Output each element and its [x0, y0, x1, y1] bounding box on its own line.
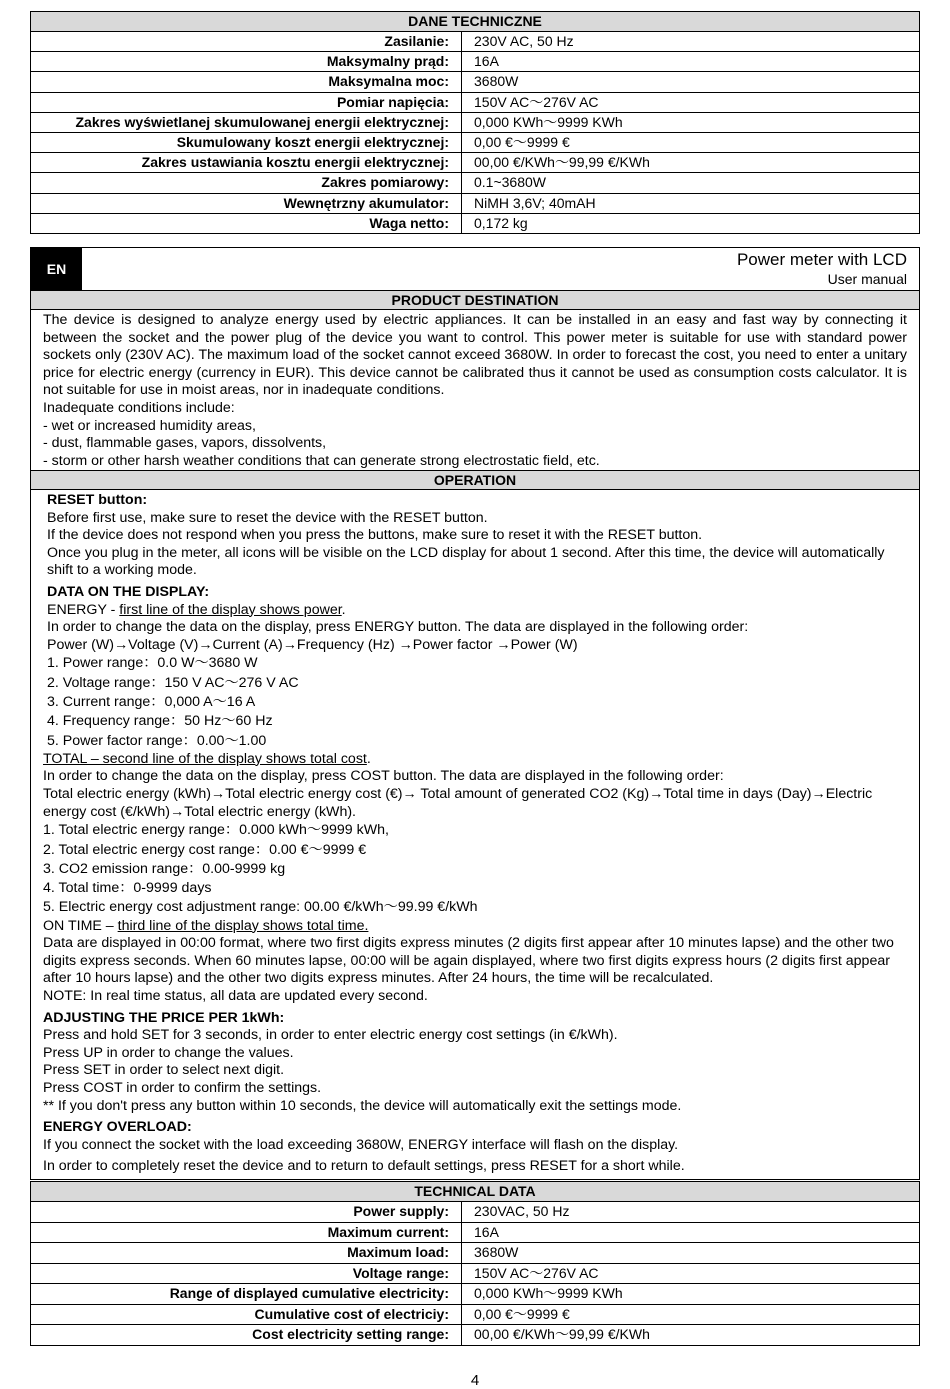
- row-label: Cumulative cost of electriciy:: [31, 1305, 462, 1325]
- section-header: [31, 248, 919, 291]
- table-row: [31, 52, 919, 72]
- overload-title: ENERGY OVERLOAD:: [43, 1119, 192, 1136]
- row-value: 16A: [474, 1223, 499, 1240]
- row-value: 0,000 KWh～9999 KWh: [474, 113, 623, 130]
- list-item: - dust, flammable gases, vapors, dissolvents,: [43, 435, 327, 452]
- table-row: [31, 173, 919, 193]
- total-line: [43, 751, 907, 769]
- list-item: - wet or increased humidity areas,: [43, 417, 256, 434]
- list-item: 5. Electric energy cost adjustment range: 00.00 €/kWh～99.99 €/kWh: [43, 899, 478, 916]
- list-item: - storm or other harsh weather conditions that can generate strong electrostatic field, etc.: [43, 452, 600, 469]
- row-label: Voltage range:: [31, 1264, 462, 1284]
- energy-suffix: .: [341, 601, 346, 618]
- row-label: Maximum current:: [31, 1223, 462, 1243]
- row-label: Skumulowany koszt energii elektrycznej:: [31, 133, 462, 152]
- row-label: Range of displayed cumulative electricity:: [31, 1284, 462, 1304]
- operation-body: [31, 490, 919, 1176]
- product-destination-header: PRODUCT DESTINATION: [31, 291, 919, 310]
- polish-technical-table: [30, 11, 920, 234]
- display-title: DATA ON THE DISPLAY:: [47, 583, 210, 600]
- table-row: [31, 214, 919, 233]
- total-underlined: TOTAL – second line of the display shows total cost: [43, 750, 367, 767]
- text-line: Before first use, make sure to reset the device with the RESET button.: [47, 509, 488, 526]
- row-value: NiMH 3,6V; 40mAH: [474, 194, 596, 211]
- list-item: 4. Frequency range：50 Hz～60 Hz: [47, 713, 273, 730]
- table-row: [31, 1223, 919, 1244]
- text-line: In order to completely reset the device and to return to default settings, press RESET for a short while.: [43, 1158, 685, 1175]
- energy-underlined: first line of the display shows power: [119, 601, 342, 618]
- table-row: [31, 1202, 919, 1223]
- text-line: ** If you don't press any button within 10 seconds, the device will automatically exit the settings mode.: [43, 1097, 682, 1114]
- row-label: Wewnętrzny akumulator:: [31, 194, 462, 213]
- table-row: [31, 133, 919, 153]
- destination-paragraph: The device is designed to analyze energy used by electric appliances. It can be installed in an easy and fast way by connecting it between the socket and the power plug of the device you want to control. This power meter is suitable for use with standard power sockets only (230V AC). The maximum load of the socket cannot exceed 3680W. In order to forecast the cost, you need to enter a unitary price for electric energy (currency in EUR). This device cannot be calibrated thus it cannot be used as consumption costs calculator. It is not suitable for use in moist areas, nor in inadequate conditions.: [43, 312, 907, 399]
- manual-title: Power meter with LCD: [736, 250, 907, 269]
- list-item: 5. Power factor range：0.00～1.00: [47, 732, 267, 749]
- row-value: 0,000 KWh～9999 KWh: [474, 1285, 623, 1301]
- text-line: In order to change the data on the display, press COST button. The data are displayed in the following order:: [43, 768, 724, 785]
- text-line: Once you plug in the meter, all icons will be visible on the LCD display for about 1 second. After this time, the device will automatically shift to a working mode.: [47, 544, 885, 579]
- list-item: 1. Total electric energy range：0.000 kWh～9999 kWh,: [43, 822, 389, 839]
- operation-header: OPERATION: [31, 470, 919, 490]
- text-line: If you connect the socket with the load exceeding 3680W, ENERGY interface will flash on the display.: [43, 1136, 679, 1153]
- manual-subtitle: User manual: [827, 271, 907, 287]
- text-line: Press SET in order to select next digit.: [43, 1062, 285, 1079]
- table-row: [31, 113, 919, 133]
- table-row: [31, 1305, 919, 1326]
- text-line: Press UP in order to change the values.: [43, 1044, 294, 1061]
- row-label: Maximum load:: [31, 1243, 462, 1263]
- row-label: Maksymalny prąd:: [31, 52, 462, 71]
- list-item: 2. Total electric energy cost range：0.00 €～9999 €: [43, 841, 367, 858]
- row-label: Zasilanie:: [31, 32, 462, 51]
- english-manual-section: [30, 247, 920, 1180]
- text-line: Press COST in order to confirm the settings.: [43, 1080, 322, 1097]
- row-label: Pomiar napięcia:: [31, 93, 462, 112]
- text-line: Power (W)→Voltage (V)→Current (A)→Frequency (Hz) →Power factor →Power (W): [47, 636, 578, 653]
- row-value: 230VAC, 50 Hz: [474, 1203, 570, 1219]
- note-line: NOTE: In real time status, all data are updated every second.: [43, 988, 428, 1005]
- list-item: Inadequate conditions include:: [43, 399, 235, 416]
- row-value: 3680W: [474, 73, 519, 90]
- row-label: Zakres ustawiania kosztu energii elektrycznej:: [31, 153, 462, 172]
- row-value: 00,00 €/KWh～99,99 €/KWh: [474, 1326, 650, 1342]
- total-suffix: .: [366, 750, 371, 767]
- row-value: 3680W: [474, 1244, 519, 1260]
- table-title: DANE TECHNICZNE: [31, 12, 919, 32]
- row-label: Maksymalna moc:: [31, 72, 462, 91]
- row-value: 0,172 kg: [474, 214, 528, 231]
- energy-prefix: ENERGY -: [47, 601, 120, 618]
- table-row: [31, 1243, 919, 1264]
- list-item: 1. Power range：0.0 W～3680 W: [47, 655, 258, 672]
- ontime-paragraph: Data are displayed in 00:00 format, where two first digits express minutes (2 digits first appear after 10 minutes lapse) and the other two digits express seconds. When 60 minutes lapse, 00:00 will be again displayed, where two first digits express hours (2 digits first appear after 10 hours lapse) and the other two digits express minutes. After 24 hours, the time will be recalculated.: [43, 935, 894, 987]
- row-value: 0,00 €～9999 €: [474, 133, 570, 150]
- text-line: In order to change the data on the display, press ENERGY button. The data are displayed in the following order:: [47, 619, 749, 636]
- row-value: 0,00 €～9999 €: [474, 1305, 570, 1322]
- list-item: 3. Current range：0,000 A～16 A: [47, 693, 256, 710]
- product-destination-body: [31, 310, 919, 470]
- energy-line: [47, 602, 907, 620]
- table-row: [31, 1284, 919, 1305]
- row-value: 230V AC, 50 Hz: [474, 33, 574, 49]
- technical-data-table: [30, 1181, 920, 1346]
- list-item: 2. Voltage range：150 V AC～276 V AC: [47, 674, 299, 691]
- table-row: [31, 153, 919, 173]
- row-label: Zakres wyświetlanej skumulowanej energii elektrycznej:: [31, 113, 462, 132]
- ontime-line: [43, 918, 907, 936]
- row-value: 0.1~3680W: [474, 174, 546, 191]
- table-row: [31, 1325, 919, 1345]
- ontime-prefix: ON TIME –: [43, 917, 118, 934]
- price-title: ADJUSTING THE PRICE PER 1kWh:: [43, 1009, 285, 1026]
- row-value: 150V AC～276V AC: [474, 93, 599, 110]
- table-row: [31, 194, 919, 214]
- page-number: 4: [470, 1372, 480, 1389]
- text-line: Total electric energy (kWh)→Total electric energy cost (€)→ Total amount of generated CO2 (Kg)→Total time in days (Day)→Electric energy cost (€/kWh)→Total electric energy (kWh).: [43, 786, 873, 820]
- row-label: Cost electricity setting range:: [31, 1325, 462, 1345]
- text-line: Press and hold SET for 3 seconds, in order to enter electric energy cost settings (in €/kWh).: [43, 1027, 618, 1044]
- table-row: [31, 93, 919, 113]
- text-line: If the device does not respond when you press the buttons, make sure to reset it with the RESET button.: [47, 527, 703, 544]
- list-item: 3. CO2 emission range：0.00-9999 kg: [43, 860, 286, 877]
- table-row: [31, 32, 919, 52]
- reset-title: RESET button:: [47, 492, 148, 508]
- ontime-underlined: third line of the display shows total time.: [117, 917, 369, 934]
- row-value: 16A: [474, 53, 499, 70]
- language-badge: EN: [31, 248, 82, 290]
- list-item: 4. Total time：0-9999 days: [43, 880, 212, 897]
- table-row: [31, 72, 919, 92]
- row-label: Power supply:: [31, 1202, 462, 1222]
- row-value: 150V AC～276V AC: [474, 1264, 599, 1281]
- table-title: TECHNICAL DATA: [31, 1182, 919, 1202]
- row-label: Zakres pomiarowy:: [31, 173, 462, 192]
- row-label: Waga netto:: [31, 214, 462, 233]
- row-value: 00,00 €/KWh～99,99 €/KWh: [474, 154, 650, 171]
- table-row: [31, 1264, 919, 1285]
